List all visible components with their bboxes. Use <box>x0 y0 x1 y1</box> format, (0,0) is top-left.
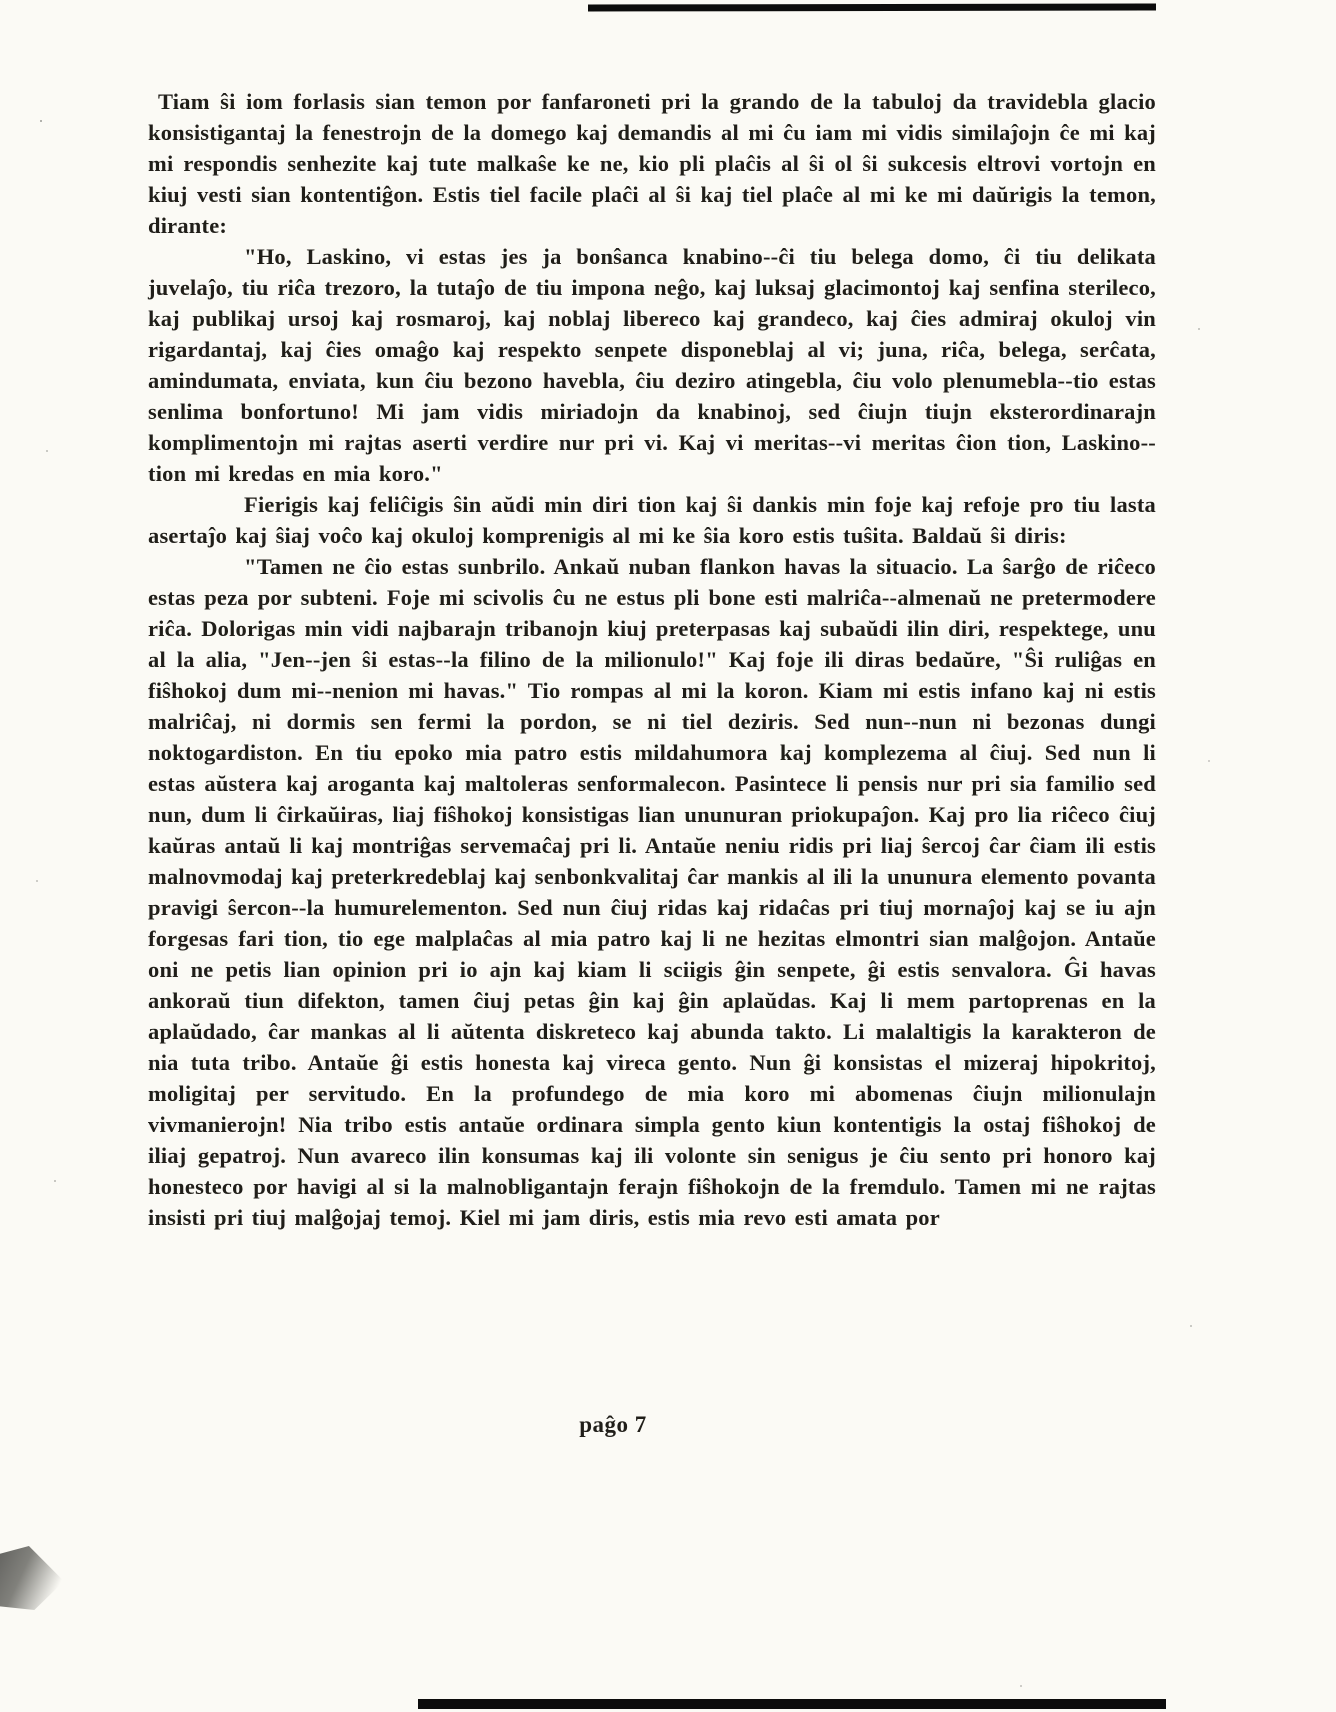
text-block <box>148 86 1156 1233</box>
paragraph: Fierigis kaj feliĉigis ŝin aŭdi min diri tion kaj ŝi dankis min foje kaj refoje pro tiu lasta asertaĵo kaj ŝiaj voĉo kaj okuloj komprenigis al mi ke ŝia koro estis tuŝita. Baldaŭ ŝi diris: <box>148 492 1156 548</box>
page-number: paĝo 7 <box>579 1412 647 1437</box>
paragraph: "Ho, Laskino, vi estas jes ja bonŝanca knabino--ĉi tiu belega domo, ĉi tiu delikata juvelaĵo, tiu riĉa trezoro, la tutaĵo de tiu impona neĝo, kaj luksaj glacimontoj kaj senfina sterileco, kaj publikaj ursoj kaj rosmaroj, kaj noblaj libereco kaj grandeco, kaj ĉies admiraj okuloj vin rigardantaj, kaj ĉies omaĝo kaj respekto senpete disponeblaj al vi; juna, riĉa, belega, serĉata, amindumata, enviata, kun ĉiu bezono havebla, ĉiu deziro atingebla, ĉiu volo plenumebla--tio estas senlima bonfortuno! Mi jam vidis miriadojn da knabinoj, sed ĉiujn tiujn eksterordinarajn komplimentojn mi rajtas aserti verdire nur pri vi. Kaj vi meritas--vi meritas ĉion tion, Laskino--tion mi kredas en mia koro." <box>148 244 1156 486</box>
paragraph: Tiam ŝi iom forlasis sian temon por fanfaroneti pri la grando de la tabuloj da travidebla glacio konsistigantaj la fenestrojn de la domego kaj demandis al mi ĉu iam mi vidis similaĵojn ĉe mi kaj mi respondis senhezite kaj tute malkaŝe ke ne, kio pli plaĉis al ŝi ol ŝi sukcesis eltrovi vortojn en kiuj vesti sian kontentiĝon. Estis tiel facile plaĉi al ŝi kaj tiel plaĉe al mi ke mi daŭrigis la temon, dirante: <box>148 89 1156 238</box>
scan-noise-specks <box>40 120 42 122</box>
scan-artifact-smudge <box>0 1546 64 1610</box>
scan-artifact-top-bar <box>588 4 1156 12</box>
paragraph: "Tamen ne ĉio estas sunbrilo. Ankaŭ nuban flankon havas la situacio. La ŝarĝo de riĉeco estas peza por subteni. Foje mi scivolis ĉu ne estus pli bone esti malriĉa--almenaŭ ne pretermodere riĉa. Dolorigas min vidi najbarajn tribanojn kiuj preterpasas kaj subaŭdi ilin diri, respektege, unu al la alia, "Jen--jen ŝi estas--la filino de la milionulo!" Kaj foje ili diras bedaŭre, "Ŝi ruliĝas en fiŝhokoj dum mi--nenion mi havas." Tio rompas al mi la koron. Kiam mi estis infano kaj ni estis malriĉaj, ni dormis sen fermi la pordon, se ni tiel deziris. Sed nun--nun ni bezonas dungi noktogardiston. En tiu epoko mia patro estis mildahumora kaj komplezema al ĉiuj. Sed nun li estas aŭstera kaj aroganta kaj maltoleras senformalecon. Pasintece li pensis nur pri sia familio sed nun, dum li ĉirkaŭiras, liaj fiŝhokoj konsistigas lian ununuran priokupaĵon. Kaj pro lia riĉeco ĉiuj kaŭras antaŭ li kaj montriĝas servemaĉaj pri li. Antaŭe neniu ridis pri liaj ŝercoj ĉar ĉiam ili estis malnovmodaj kaj preterkredeblaj kaj senbonkvalitaj ĉar mankis al ili la ununura elemento povanta pravigi ŝercon--la humurelementon. Sed nun ĉiuj ridas kaj ridaĉas pri tiuj mornaĵoj kaj se iu ajn forgesas fari tion, tio ege malplaĉas al mia patro kaj li ne hezitas elmontri sian malĝojon. Antaŭe oni ne petis lian opinion pri io ajn kaj kiam li sciigis ĝin senpete, ĝi estis senvalora. Ĝi havas ankoraŭ tiun difekton, tamen ĉiuj petas ĝin kaj ĝin aplaŭdas. Kaj li mem partoprenas en la aplaŭdado, ĉar mankas al li aŭtenta diskreteco kaj abunda takto. Li malaltigis la karakteron de nia tuta tribo. Antaŭe ĝi estis honesta kaj vireca gento. Nun ĝi konsistas el mizeraj hipokritoj, moligitaj per servitudo. En la profundego de mia koro mi abomenas ĉiujn milionulajn vivmanierojn! Nia tribo estis antaŭe ordinara simpla gento kiun kontentigis la ostaj fiŝhokoj de iliaj gepatroj. Nun avareco ilin konsumas kaj ili volonte sin senigus je ĉiu sento pri honoro kaj honesteco por havigi al si la malnobligantajn ferajn fiŝhokojn de la fremdulo. Tamen mi ne rajtas insisti pri tiuj malĝojaj temoj. Kiel mi jam diris, estis mia revo esti amata por <box>148 554 1156 1230</box>
scan-artifact-bottom-bar <box>418 1699 1166 1709</box>
